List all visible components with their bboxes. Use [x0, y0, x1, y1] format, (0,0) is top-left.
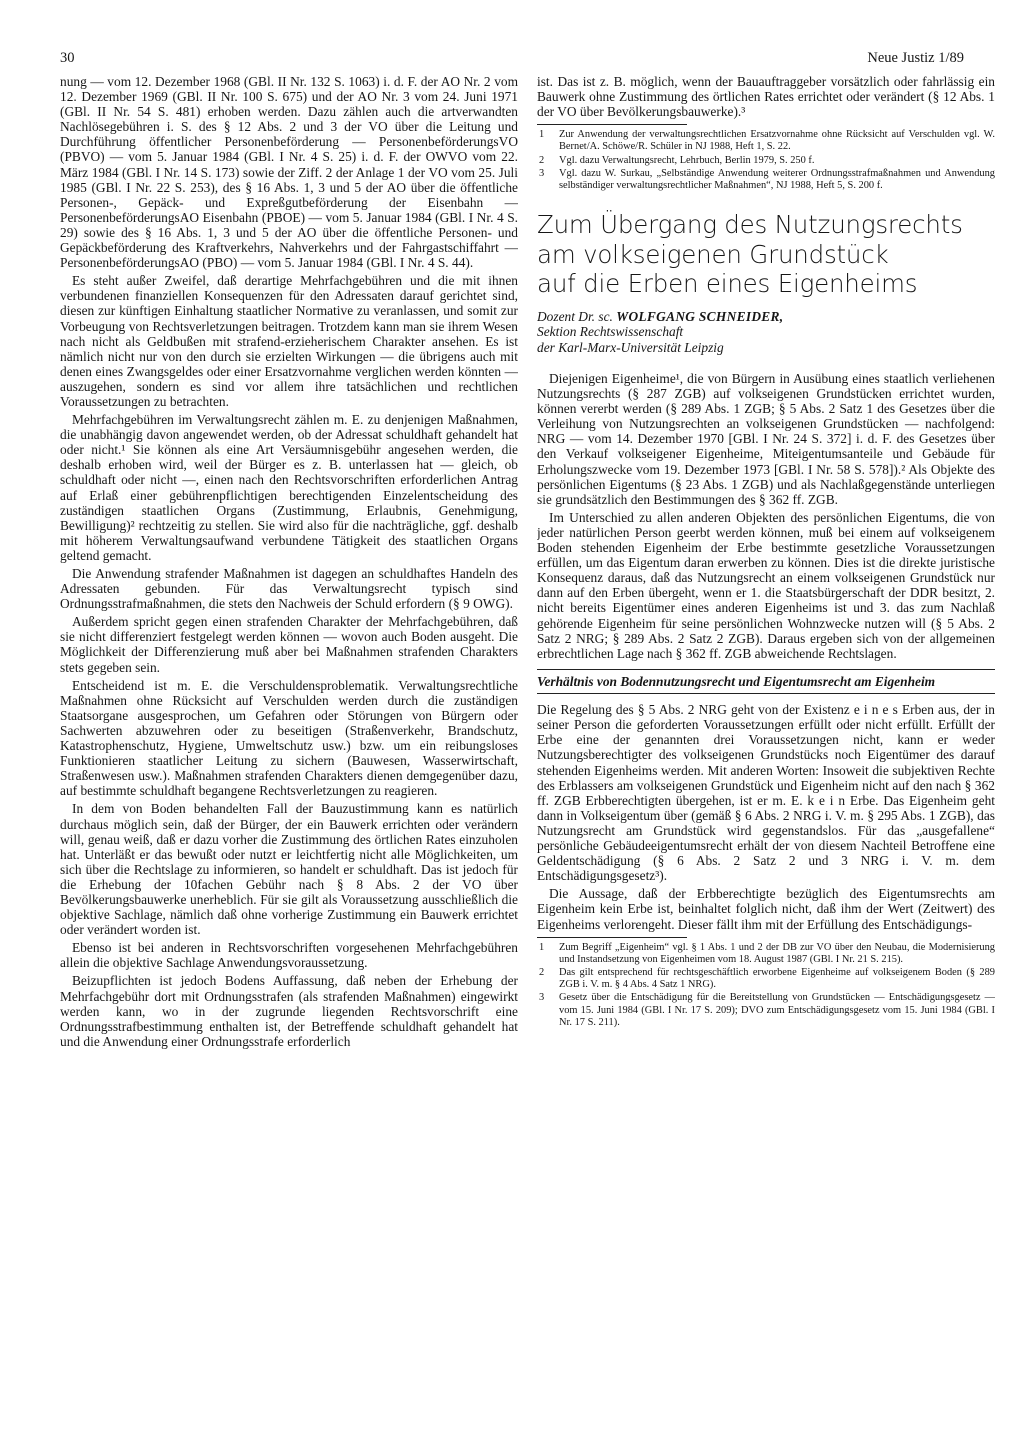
footnote-divider	[537, 124, 687, 125]
paragraph: Ebenso ist bei anderen in Rechtsvorschriften vorgesehenen Mehrfachgebühren allein die objektive Sachlage Anwendungsvoraussetzung.	[60, 940, 518, 971]
paragraph: Im Unterschied zu allen anderen Objekten des persönlichen Eigentums, die von jeder natürlichen Person geerbt werden können, muß bei einem auf volkseigenem Boden stehenden Eigenheim der Erbe bestimmte gesetzliche Voraussetzungen erfüllen, um das Eigentum daran erwerben zu können. Dies ist die direkte juristische Konsequenz daraus, daß das Nutzungsrecht an einem volkseigenen Grundstück nur dann auf den Erben übergeht, wenn er 1. die Staatsbürgerschaft der DDR besitzt, 2. nicht bereits Eigentümer eines anderen Eigenheims ist und 3. das zum Nachlaß gehörende Eigenheim für seine persönlichen Wohnzwecke nutzen will (§ 5 Abs. 2 Satz 2 NRG; § 289 Abs. 2 Satz 2 ZGB). Daraus ergeben sich von der allgemeinen erbrechtlichen Lage nach § 362 ff. ZGB abweichende Rechtslagen.	[537, 509, 995, 661]
paragraph: Entscheidend ist m. E. die Verschuldensproblematik. Verwaltungsrechtliche Maßnahmen ohne Rücksicht auf Verschulden werden durch die zuständigen Staatsorgane ausgesprochen, um Gefahren oder Störungen von Bürgern oder Sachwerten abzuwehren oder zu beseitigen (Straßenverkehr, Brandschutz, Katastrophenschutz, Hygiene, Umweltschutz usw.) bzw. um ein reibungsloses Funktionieren staatlicher Leitung zu sichern (Bauwesen, Wasserwirtschaft, Straßenwesen usw.). Maßnahmen strafenden Charakters dienen demgegenüber dazu, auf bestimmte schuldhaft begangene Rechtsverletzungen zu reagieren.	[60, 677, 518, 799]
footnote	[537, 942, 995, 966]
paragraph: Die Aussage, daß der Erbberechtigte bezüglich des Eigentumsrechts am Eigenheim kein Erbe ist, beinhaltet folglich nicht, daß ihm der Wert (Zeitwert) des Eigenheims verlorengeht. Dieser fällt ihm mit der Erfüllung des Entschädigungs-	[537, 886, 995, 932]
footnotes-top	[537, 129, 995, 192]
paragraph: Diejenigen Eigenheime¹, die von Bürgern in Ausübung eines staatlich verliehenen Nutzungsrechts (§ 287 ZGB) auf volkseigenen Grundstücken errichtet wurden, können vererbt werden (§ 289 Abs. 1 ZGB; § 5 Abs. 2 Satz 1 des Gesetzes über die Verleihung von Nutzungsrechten an volkseigenen Grundstücken — nachfolgend: NRG — vom 14. Dezember 1970 [GBl. I Nr. 24 S. 372] i. d. F. des Gesetzes über den Verkauf volkseigener Eigenheime, Miteigentumsanteile und Gebäude für Erholungszwecke vom 19. Dezember 1973 [GBl. I Nr. 58 S. 578]).² Als Objekte des persönlichen Eigentums (§ 23 Abs. 1 ZGB) und als Nachlaßgegenstände unterliegen sie grundsätzlich den Bestimmungen des § 362 ff. ZGB.	[537, 371, 995, 507]
footnote-text: Vgl. dazu W. Surkau, „Selbständige Anwendung weiterer Ordnungsstrafmaßnahmen und Anwendung selbständiger verwaltungsrechtlicher Maßnahmen“, NJ 1988, Heft 5, S. 200 f.	[559, 167, 995, 192]
article-title	[537, 210, 995, 299]
paragraph: Außerdem spricht gegen einen strafenden Charakter der Mehrfachgebühren, daß sie nicht differenziert festgelegt werden können — wovon auch Boden ausgeht. Die Möglichkeit der Differenzierung muß aber bei Maßnahmen strafenden Charakters stets gegeben sein.	[60, 614, 518, 675]
footnote	[537, 992, 995, 1029]
right-column	[537, 74, 995, 1399]
footnote-mark: 2	[539, 154, 545, 166]
paragraph: nung — vom 12. Dezember 1968 (GBl. II Nr. 132 S. 1063) i. d. F. der AO Nr. 2 vom 12. Dezember 1969 (GBl. II Nr. 100 S. 675) und der AO Nr. 3 vom 24. Juni 1971 (GBl. II Nr. 54 S. 481) erhoben werden. Dazu zählen auch die artverwandten Nachlösegebühren i. S. des § 12 Abs. 2 und 3 der VO über die Leitung und Durchführung öffentlicher Personenbeförderung — PersonenbeförderungsVO (PBVO) — vom 5. Januar 1984 (GBl. I Nr. 4 S. 25) i. d. F. der OWVO vom 22. März 1984 (GBl. I Nr. 14 S. 173) sowie der Ziff. 2 der Anlage 1 der VO vom 25. Juli 1985 (GBl. I Nr. 22 S. 253), des § 16 Abs. 1, 3 und 5 der AO über die öffentliche Personen-, Gepäck- und Expreßgutbeförderung der Eisenbahn — PersonenbeförderungsAO Eisenbahn (PBOE) — vom 5. Januar 1984 (GBl. I Nr. 4 S. 29) sowie des § 16 Abs. 1, 3 und 5 der AO über die öffentliche Personen- und Gepäckbeförderung des Kraftverkehrs, Nahverkehrs und der Fahrgastschiffahrt — PersonenbeförderungsAO (PBO) — vom 5. Januar 1984 (GBl. I Nr. 4 S. 44).	[60, 74, 518, 271]
footnote-text: Das gilt entsprechend für rechtsgeschäftlich erworbene Eigenheime auf volkseigenem Boden (§ 289 ZGB i. V. m. § 4 Abs. 4 Satz 1 NRG).	[559, 967, 995, 991]
footnote-mark: 3	[539, 992, 545, 1004]
footnote	[537, 967, 995, 991]
footnote-text: Zur Anwendung der verwaltungsrechtlichen Ersatzvornahme ohne Rücksicht auf Verschulden vgl. W. Bernet/A. Schöwe/R. Schüler in NJ 1988, Heft 1, S. 22.	[559, 129, 995, 153]
article-author	[537, 309, 995, 355]
article-title-line: auf die Erben eines Eigenheims	[537, 269, 918, 299]
footnote	[537, 168, 995, 192]
paragraph: Die Regelung des § 5 Abs. 2 NRG geht von der Existenz e i n e s Erben aus, der in seiner Person die geforderten Voraussetzungen erfüllt oder nicht erfüllt. Erfüllt der Erbe eine der genannten drei Voraussetzungen nicht, kann er weder Nutzungsberechtigter des volkseigenen Grundstücks noch Eigentümer des darauf stehenden Eigenheims werden. Mit anderen Worten: Insoweit die subjektiven Rechte des Erblassers am volkseigenen Grundstück und Eigenheim nicht auf den nach § 362 ff. ZGB Erbberechtigten übergehen, ist er m. E. k e i n Erbe. Das Eigenheim geht dann in Volkseigentum über (gemäß § 6 Abs. 2 NRG i. V. m. § 295 Abs. 1 ZGB), das Nutzungsrecht am Grundstück wird gegenstandslos. Für das „ausgefallene“ persönliche Gebäudeeigentumsrecht erhält der von diesem Nachteil Betroffene eine Geldentschädigung (§ 6 Abs. 2 Satz 2 und 3 NRG i. V. m. dem Entschädigungsgesetz³).	[537, 702, 995, 884]
section-subheading: Verhältnis von Bodennutzungsrecht und Eigentumsrecht am Eigenheim	[537, 669, 995, 694]
footnote-divider	[537, 937, 687, 938]
footnotes-bottom	[537, 942, 995, 1029]
paragraph-continuation: ist. Das ist z. B. möglich, wenn der Bauauftraggeber vorsätzlich oder fahrlässig ein Bauwerk ohne Zustimmung des örtlichen Rates errichtet oder verändert (§ 12 Abs. 1 der VO über Bevölkerungsbauwerke).³	[537, 74, 995, 120]
footnote-text: Gesetz über die Entschädigung für die Bereitstellung von Grundstücken — Entschädigungsgesetz — vom 15. Juni 1984 (GBl. I Nr. 17 S. 209); DVO zum Entschädigungsgesetz vom 15. Juni 1984 (GBl. I Nr. 17 S. 211).	[559, 992, 995, 1028]
paragraph: Es steht außer Zweifel, daß derartige Mehrfachgebühren und die mit ihnen verbundenen finanziellen Konsequenzen für den Adressaten darauf gerichtet sind, diesen zur künftigen Einhaltung staatlicher Normative zu veranlassen, und somit zur Vorbeugung von Rechtsverletzungen beitragen. Trotzdem kann man sie ihrem Wesen nach nicht als Geldbußen mit strafend-erzieherischem Charakter ansehen. Es ist nämlich nicht nur von den durch sie erzielten Wirkungen — die übrigens auch mit denen eines Zwangsgeldes oder einer Ersatzvornahme verglichen werden könnten — auszugehen, sondern es sind vor allem ihre tatsächlichen und rechtlichen Voraussetzungen zu betrachten.	[60, 273, 518, 409]
left-column	[60, 74, 518, 1399]
author-name: WOLFGANG SCHNEIDER,	[616, 308, 784, 324]
footnote-mark: 1	[539, 941, 545, 953]
paragraph: Mehrfachgebühren im Verwaltungsrecht zählen m. E. zu denjenigen Maßnahmen, die unabhängig davon angewendet werden, ob der Adressat schuldhaft gehandelt hat oder nicht.¹ Sie können als eine Art Versäumnisgebühr angesehen werden, die deshalb erhoben wird, weil der Bürger es z. B. unterlassen hat — gleich, ob schuldhaft oder nicht —, einen nach den Rechtsvorschriften erforderlichen Antrag auf Erlaß einer gebührenpflichtigen berechtigenden Einzelentscheidung des zuständigen staatlichen Organs (Zustimmung, Erlaubnis, Genehmigung, Bewilligung)² rechtzeitig zu stellen. Sie wird also für die nachträgliche, ggf. deshalb mit höherem Verwaltungsaufwand verbundene Tätigkeit des staatlichen Organs geltend gemacht.	[60, 412, 518, 563]
footnote-text: Zum Begriff „Eigenheim“ vgl. § 1 Abs. 1 und 2 der DB zur VO über den Neubau, die Modernisierung und Instandsetzung von Eigenheimen vom 18. August 1987 (GBl. I Nr. 21 S. 215).	[559, 941, 995, 965]
paragraph: Beizupflichten ist jedoch Bodens Auffassung, daß neben der Erhebung der Mehrfachgebühr dort mit Ordnungsstrafen (als strafenden Maßnahmen) eingewirkt werden kann, wo in der zugrunde liegenden Rechtsvorschrift eine Ordnungsstrafbestimmung enthalten ist, der Betreffende schuldhaft gehandelt hat und die Anwendung einer Ordnungsstrafe erforderlich	[60, 973, 518, 1049]
page-header	[60, 50, 964, 72]
footnote-text: Vgl. dazu Verwaltungsrecht, Lehrbuch, Berlin 1979, S. 250 f.	[559, 154, 815, 166]
footnote	[537, 129, 995, 153]
footnote	[537, 155, 995, 167]
author-affiliation: Sektion Rechtswissenschaft	[537, 324, 684, 340]
author-affiliation: der Karl-Marx-Universität Leipzig	[537, 339, 724, 355]
page-number: 30	[60, 50, 75, 66]
article-title-line: am volkseigenen Grundstück	[537, 239, 889, 269]
footnote-mark: 2	[539, 967, 545, 979]
article-title-line: Zum Übergang des Nutzungsrechts	[537, 210, 963, 240]
footnote-mark: 3	[539, 167, 545, 179]
author-prefix: Dozent Dr. sc.	[537, 308, 613, 324]
paragraph: Die Anwendung strafender Maßnahmen ist dagegen an schuldhaftes Handeln des Adressaten gebunden. Für das Verwaltungsrecht typisch sind Ordnungsstrafmaßnahmen, die stets den Nachweis der Schuld erfordern (§ 9 OWG).	[60, 566, 518, 612]
paragraph: In dem von Boden behandelten Fall der Bauzustimmung kann es natürlich durchaus möglich sein, daß der Bürger, der ein Bauwerk errichten oder verändern will, genau weiß, daß er dazu vorher die Zustimmung des örtlichen Rates einzuholen hat. Unterläßt er das bewußt oder nutzt er leichtfertig nicht alle Möglichkeiten, um sich über die Rechtslage zu informieren, so handelt er schuldhaft. Das ist jedoch für die Erhebung der 10fachen Gebühr nach § 8 Abs. 2 der VO über Bevölkerungsbauwerke unerheblich. Für sie gilt als Voraussetzung ausschließlich die objektive Sachlage, nämlich daß ohne vorherige Zustimmung ein Bauwerk errichtet oder verändert worden ist.	[60, 801, 518, 938]
footnote-mark: 1	[539, 129, 545, 141]
journal-issue: Neue Justiz 1/89	[867, 50, 964, 66]
